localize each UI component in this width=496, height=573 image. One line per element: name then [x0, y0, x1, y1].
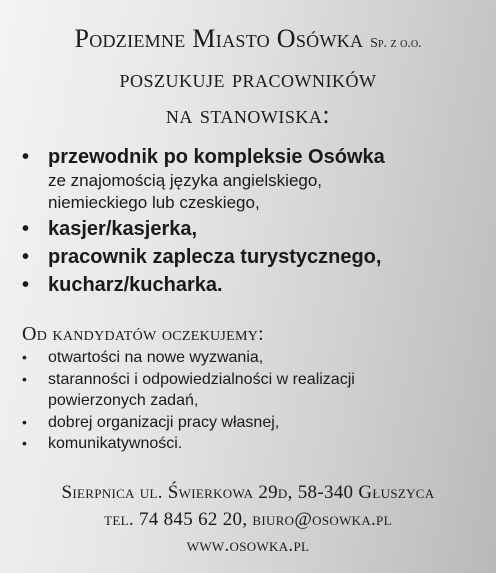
position-item	[22, 272, 482, 298]
expectation-text: otwartości na nowe wyzwania,	[48, 349, 264, 366]
bullet-icon: •	[22, 370, 27, 387]
expectation-item	[22, 412, 482, 434]
contact-line: tel. 74 845 62 20, biuro@osowka.pl	[104, 508, 392, 530]
expectations-heading: Od kandydatów oczekujemy:	[22, 323, 265, 345]
expectation-text: dobrej organizacji pracy własnej,	[48, 413, 280, 431]
expectation-item	[22, 433, 482, 455]
expectation-item	[22, 369, 482, 412]
bullet-icon: •	[22, 274, 30, 296]
bullet-icon: •	[22, 218, 30, 240]
position-item	[22, 244, 482, 270]
hiring-line: poszukuje pracowników	[119, 64, 377, 93]
bullet-icon: •	[22, 435, 27, 451]
position-title: przewodnik po kompleksie Osówka	[48, 146, 385, 168]
bullet-icon: •	[22, 146, 30, 168]
expectation-text: staranności i odpowiedzialności w realizacji	[48, 370, 355, 388]
expectation-item	[22, 347, 482, 369]
position-title: kucharz/kucharka.	[48, 274, 223, 296]
expectations-list	[22, 347, 482, 455]
position-title: kasjer/kasjerka,	[48, 218, 198, 240]
company-name-line	[0, 22, 496, 61]
positions-intro-line: na stanowiska:	[165, 100, 331, 129]
bullet-icon: •	[22, 246, 30, 268]
company-suffix: Sp. z o.o.	[370, 36, 422, 51]
website-line: www.osowka.pl	[186, 535, 310, 556]
bullet-icon: •	[22, 413, 27, 430]
expectation-text: powierzonych zadań,	[48, 392, 199, 409]
company-name: Podziemne Miasto Osówka	[74, 24, 364, 53]
address-line: Sierpnica ul. Świerkowa 29d, 58-340 Głuszyca	[61, 482, 435, 503]
position-title: pracownik zaplecza turystycznego,	[48, 246, 382, 268]
positions-list	[22, 144, 482, 298]
advert-header	[0, 22, 496, 133]
bullet-icon: •	[22, 349, 27, 365]
advert-footer	[0, 480, 496, 560]
position-item	[22, 216, 482, 242]
position-detail: niemieckiego lub czeskiego,	[48, 193, 260, 212]
position-item	[22, 144, 482, 214]
position-detail: ze znajomością języka angielskiego,	[48, 171, 323, 190]
expectation-text: komunikatywności.	[48, 435, 183, 452]
